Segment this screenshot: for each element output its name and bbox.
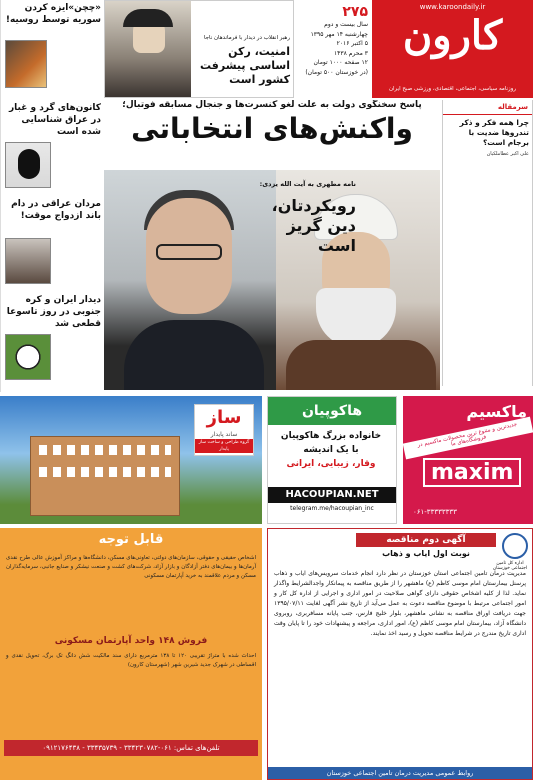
building-image	[30, 436, 180, 516]
editorial-sidebar	[442, 100, 533, 386]
editorial-label: سرمقاله	[443, 100, 532, 115]
maxim-en-logo: maxim	[423, 458, 521, 487]
ad-building[interactable]	[0, 396, 262, 524]
left-story-title[interactable]: کانون‌های گرد و غبار در عراق شناسایی شده است	[8, 103, 101, 137]
date-persian: چهارشنبه ۱۴ مهر ۱۳۹۵	[310, 30, 368, 38]
tender-body: مدیریت درمان تامین اجتماعی استان خوزستان در نظر دارد انجام خدمات سرویس‌های ایاب و ذهاب پرسنل بیمارستان امام موسی کاظم (ع) ماهشهر را از طریق مناقصه به پیمانکار واجدالشرایط واگذار نماید. لذا از کلیه اشخاص حقوقی دارای گواهی صلاحیت در امور اداری و اجرایی از اداره کل کار و امور اجتماعی مرتبط با موضوع مناقصه دعوت به عمل می‌آید از تاریخ نشر آگهی لغایت ۱۳۹۵/۰۷/۱۱ جهت دریافت اوراق مناقصه به نشانی ماهشهر، بلوار خلیج فارس، جنب پایانه مسافربری، روبروی دانشگاه آزاد، بیمارستان امام موسی کاظم (ع)، امور اداری، مراجعه و پیشنهادات خود را تا پایان وقت اداری تاریخ مندرج در شرایط مناقصه تحویل و رسید اخذ نمایند.	[274, 570, 526, 637]
tender-subtitle: نوبت اول ایاب و ذهاب	[382, 549, 470, 558]
hacoupian-website[interactable]: HACOUPIAN.NET	[268, 487, 396, 503]
brand-mark: ساز	[206, 407, 242, 428]
tender-title: آگهی دوم مناقصه	[356, 533, 496, 547]
ad-maxim[interactable]	[403, 396, 533, 524]
site-url[interactable]: www.karoondaily.ir	[419, 3, 486, 11]
masthead-tagline: روزنامه سیاسی، اجتماعی، اقتصادی، ورزشی صبح ایران	[388, 86, 517, 92]
maxim-fa-logo: ماکسیم	[466, 402, 527, 421]
hacoupian-line2: با یک اندیشه	[303, 445, 359, 455]
ad-sale-body: احداث شده با متراژ تقریبی ۱۲۰ تا ۱۳۸ مترمربع دارای سند مالکیت شش دانگ تک برگ، تحویل نقدی و اقساطی در شهرک جدید شیرین شهر (شهرستان کارون)	[6, 653, 257, 668]
left-column	[0, 0, 102, 392]
left-story-4[interactable]	[1, 292, 102, 392]
ad-sale-headline: فروش ۱۴۸ واحد آپارتمان مسکونی	[54, 636, 208, 646]
football-photo	[5, 334, 51, 380]
left-story-title[interactable]: دیدار ایران و کره جنوبی در روز تاسوعا قطعی شد	[6, 295, 101, 329]
main-headline[interactable]: واکنش‌های انتخاباتی	[131, 112, 413, 145]
date-hijri: ۳ محرم ۱۴۳۸	[333, 49, 368, 57]
issue-number: ۲۷۵	[342, 4, 368, 20]
official-photo	[5, 142, 51, 188]
maxim-phone: ۰۶۱-۳۳۳۳۳۳۳۳	[413, 508, 457, 516]
war-photo	[5, 40, 47, 88]
tender-footer: روابط عمومی مدیریت درمان تامین اجتماعی خوزستان	[268, 767, 532, 779]
maxim-ribbon: جدیدترین و متنوع ترین محصولات ماکسیم در فروشگاه‌های ما	[403, 417, 533, 460]
pages-price: ۱۲ صفحه ۱۰۰۰ تومان	[313, 59, 368, 66]
ad-hacoupian[interactable]	[267, 396, 397, 524]
date-gregorian: ۵ اکتبر ۲۰۱۶	[336, 40, 368, 47]
masthead	[372, 0, 533, 98]
brand-sub: گروه طراحی و ساخت ساز پایدار	[195, 439, 253, 453]
main-subhead: پاسخ سخنگوی دولت به علت لغو کنسرت‌ها و جنجال مسابقه فوتبال؛	[122, 100, 422, 110]
phone-numbers: ۰۶۱-۳۳۴۲۳۰۷۸۲ - ۳۳۴۳۵۷۳۹ - ۰۹۱۲۱۷۶۴۳۸	[42, 744, 172, 752]
newspaper-logo: کارون	[402, 12, 503, 59]
tender-org-small: اداره کل تامین اجتماعی خوزستان	[492, 561, 528, 571]
ad-brand-box	[194, 404, 254, 456]
price-khuzestan: (در خوزستان ۵۰۰ تومان)	[305, 68, 368, 76]
editorial-title[interactable]: چرا همه فکر و ذکر تندروها ضدیت با برجام است؟	[459, 118, 529, 147]
ad-notice-title: قابل توجه	[98, 532, 164, 547]
ad-phones	[4, 740, 258, 756]
year-label: سال بیست و دوم	[324, 21, 368, 28]
hacoupian-telegram[interactable]: telegram.me/hacoupian_inc	[290, 505, 374, 512]
top-story-kicker: رهبر انقلاب در دیدار با فرماندهان ناجا	[203, 35, 290, 41]
leader-photo	[105, 1, 191, 97]
tender-notice[interactable]	[267, 528, 533, 780]
left-story-title[interactable]: مردان عراقی در دام باند ازدواج موقت!	[11, 199, 101, 221]
quote-headline[interactable]: رویکردتان، دین گریز است	[271, 196, 356, 255]
hacoupian-line3: وقار، زیبایی، ایرانی	[286, 459, 376, 469]
issue-info	[296, 2, 370, 98]
left-story-2[interactable]	[1, 100, 102, 196]
social-security-emblem-icon	[502, 533, 528, 559]
editorial-author: علی اکبر عطاملکیان	[486, 151, 529, 157]
hacoupian-logo: هاکوپیان	[268, 397, 396, 425]
top-story-headline[interactable]: امنیت، رکن اساسی پیشرفت کشور است	[200, 45, 290, 86]
top-story[interactable]	[104, 0, 294, 98]
hacoupian-line1: خانواده بزرگ هاکوپیان	[280, 431, 382, 441]
phone-label: تلفن‌های تماس:	[173, 744, 220, 752]
main-story	[104, 100, 440, 390]
left-story-title[interactable]: «چچن»ایزه کردن سوریه توسط روسیه!	[5, 3, 101, 25]
ad-apartment-sale[interactable]	[0, 528, 262, 780]
left-story-3[interactable]	[1, 196, 102, 292]
motahari-photo	[104, 170, 276, 390]
brand-name: ساند پایدار	[210, 431, 238, 438]
left-story-1[interactable]	[1, 0, 102, 100]
ad-notice-body: اشخاص حقیقی و حقوقی، سازمان‌های دولتی، تعاونی‌های مسکن، دانشگاه‌ها و مراکز آموزش عالی طرح نقدی آرمان‌ها و بیمان‌های دفتر آزادگان و بازار آزاد، شرکت‌های کشت و صنعت نیشکر و صنایع جانبی، سرمایه‌گذاران مسکن و مردم علاقمند به خرید آپارتمان مسکونی	[6, 555, 256, 579]
quote-kicker: نامه مطهری به آیت الله یزدی:	[259, 180, 356, 188]
portrait-photo	[5, 238, 51, 284]
